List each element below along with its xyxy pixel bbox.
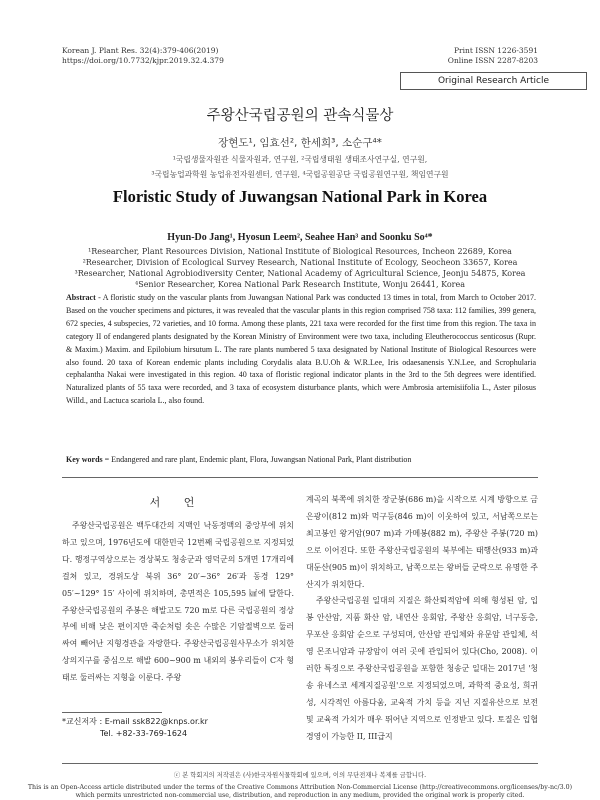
online-issn: Online ISSN 2287-8203	[447, 56, 538, 65]
copyright-notice: ⓒ 본 학회지의 저작권은 (사)한국자원식물학회에 있으며, 이의 무단전재나 복제를 금합니다.	[173, 772, 427, 779]
abstract-divider	[62, 477, 538, 478]
right-column	[306, 492, 538, 746]
abstract-text: - A floristic study on the vascular plants from Juwangsan National Park was conducted 13 times in total, from March to October 2017. Based on the voucher specimens and pictures, it was revealed that the vascular plants in this region comprised 758 taxa: 112 families, 399 genera, 672 species, 4 subspecies, 72 varieties, and 10 forma. Among these plants, 221 taxa were recorded for the first time from this region. The taxa in category II of endangered plants designated by the Korean Ministry of Environment were two taxa, including Eleutherococcus senticosus (Rupr. & Maxim.) Maxim. and Epilobium hirsutum L. The rare plants numbered 5 taxa designated by National Institute of Biological Resources were also found. 20 taxa of Korean endemic plants including Corydalis alata B.U.Oh & W.R.Lee, Iris odaesanensis Y.N.Lee, and Scrophularia cephalantha Nakai were investigated in this region. 40 taxa of floristic regional indicator plants in the 3rd to the 5th degrees were identified. Naturalized plants of 55 taxa were recorded, and 3 taxa of ecosystem disturbance plants, which were Ambrosia artemisiifolia L., Aster pilosus Willd., and Lactuca scariola L., also found.	[66, 293, 537, 406]
keywords-text: = Endangered and rare plant, Endemic plant, Flora, Juwangsan National Park, Plant distribution	[104, 455, 412, 464]
license-line-2: which permits unrestricted non-commercial use, distribution, and reproduction in any medium, provided the original work is properly cited.	[75, 792, 525, 799]
keywords	[66, 455, 536, 464]
print-issn: Print ISSN 1226-3591	[453, 46, 538, 55]
keywords-label: Key words	[66, 455, 103, 464]
corresponding-author-tel: Tel. +82-33-769-1624	[100, 729, 188, 738]
abstract	[66, 292, 536, 408]
doi-link[interactable]: https://doi.org/10.7732/kjpr.2019.32.4.379	[62, 56, 224, 65]
journal-citation: Korean J. Plant Res. 32(4):379-406(2019)	[62, 46, 219, 55]
korean-authors: 장현도¹, 임효선², 한세희³, 소순구⁴*	[218, 137, 382, 149]
english-affiliation-4: ⁴Senior Researcher, Korea National Park Research Institute, Wonju 26441, Korea	[135, 280, 465, 289]
footnote-divider	[62, 712, 162, 713]
english-title: Floristic Study of Juwangsan National Park in Korea	[112, 187, 488, 206]
body-paragraph: 주왕산국립공원 일대의 지질은 화산퇴적암에 의해 형성된 암, 입봉 안산암, 지품 화산 암, 내연산 응회암, 주왕산 응회암, 너구동층, 무포산 응회암 순으로 구성되며, 안산암 관입체와 유문암 관입체, 석영 몬조니암과 규장암이 여러 곳에 관입되어 있다(Cho, 2008). 이러한 특징으로 주왕산국립공원을 포함한 청송군 일대는 2017년 '청송 유네스코 세계지질공원'으로 지정되었으며, 과학적 중요성, 희귀성, 시각적인 아름다움, 교육적 가치 등을 지닌 지질유산으로 보전 및 교육적 가치가 매우 뛰어난 지역으로 인정받고 있다. 토질은 입협경영이 가능한 II, III급지	[306, 596, 538, 741]
article-type-badge: Original Research Article	[400, 72, 587, 90]
abstract-label: Abstract	[66, 293, 96, 302]
left-column	[62, 518, 294, 687]
body-paragraph: 계곡의 북쪽에 위치한 장군봉(686 m)을 시작으로 시계 방향으로 금은광이(812 m)와 먹구등(846 m)이 이웃하여 있고, 서남쪽으로는 최고봉인 왕거암(907 m)과 가메봉(882 m), 주왕산 주봉(720 m)으로 이어진다. 또한 주왕산국립공원의 북부에는 태행산(933 m)과 대둔산(905 m)이 위치하고, 남쪽으로는 왕버들 군락으로 유명한 주산지가 위치한다.	[306, 495, 538, 589]
korean-title: 주왕산국립공원의 관속식물상	[206, 108, 394, 124]
body-paragraph: 주왕산국립공원은 백두대간의 지맥인 낙동정맥의 중앙부에 위치하고 있으며, 1976년도에 대한민국 12번째 국립공원으로 지정되었다. 행정구역상으로는 경상북도 청송군과 영덕군의 5개면 17개리에 걸쳐 있고, 경위도상 북위 36° 20′~36° 26′과 동경 129° 05′~129° 15′ 사이에 위치하며, 총면적은 105,595 ㎢에 달한다. 주왕산국립공원의 주봉은 해발고도 720 m로 다른 국립공원의 정상부에 비해 낮은 편이지만 죽순처럼 솟은 수많은 기암절벽으로 둘러싸여 빼어난 지형경관을 자랑한다. 주왕산국립공원사무소가 위치한 상의지구를 중심으로 해발 600~900 m 내외의 봉우리들이 C자 형태로 둘러싸는 지형을 이룬다. 주왕	[62, 521, 294, 683]
footer-divider	[62, 763, 538, 764]
english-authors: Hyun-Do Jang¹, Hyosun Leem², Seahee Han³ and Soonku So⁴*	[167, 232, 433, 243]
english-affiliation-3: ³Researcher, National Agrobiodiversity Center, National Academy of Agricultural Science, Jeonju 54875, Korea	[74, 269, 526, 278]
corresponding-author-email[interactable]: *교신저자 : E-mail ssk822@knps.or.kr	[62, 717, 208, 726]
korean-affiliation-1: ¹국립생물자원관 식물자원과, 연구원, ²국립생태원 생태조사연구실, 연구원,	[172, 155, 428, 164]
korean-affiliation-2: ³국립농업과학원 농업유전자원센터, 연구원, ⁴국립공원공단 국립공원연구원, 책임연구원	[151, 170, 449, 179]
license-line-1: This is an Open-Access article distributed under the terms of the Creative Commons Attribution Non-Commercial License (http://creativecommons.org/licenses/by-nc/3.0)	[27, 784, 573, 791]
english-affiliation-2: ²Researcher, Division of Ecological Survey Research, National Institute of Ecology, Seocheon 33657, Korea	[82, 258, 518, 267]
section-heading-introduction: 서 언	[149, 496, 205, 509]
english-affiliation-1: ¹Researcher, Plant Resources Division, National Institute of Biological Resources, Incheon 22689, Korea	[88, 247, 512, 256]
